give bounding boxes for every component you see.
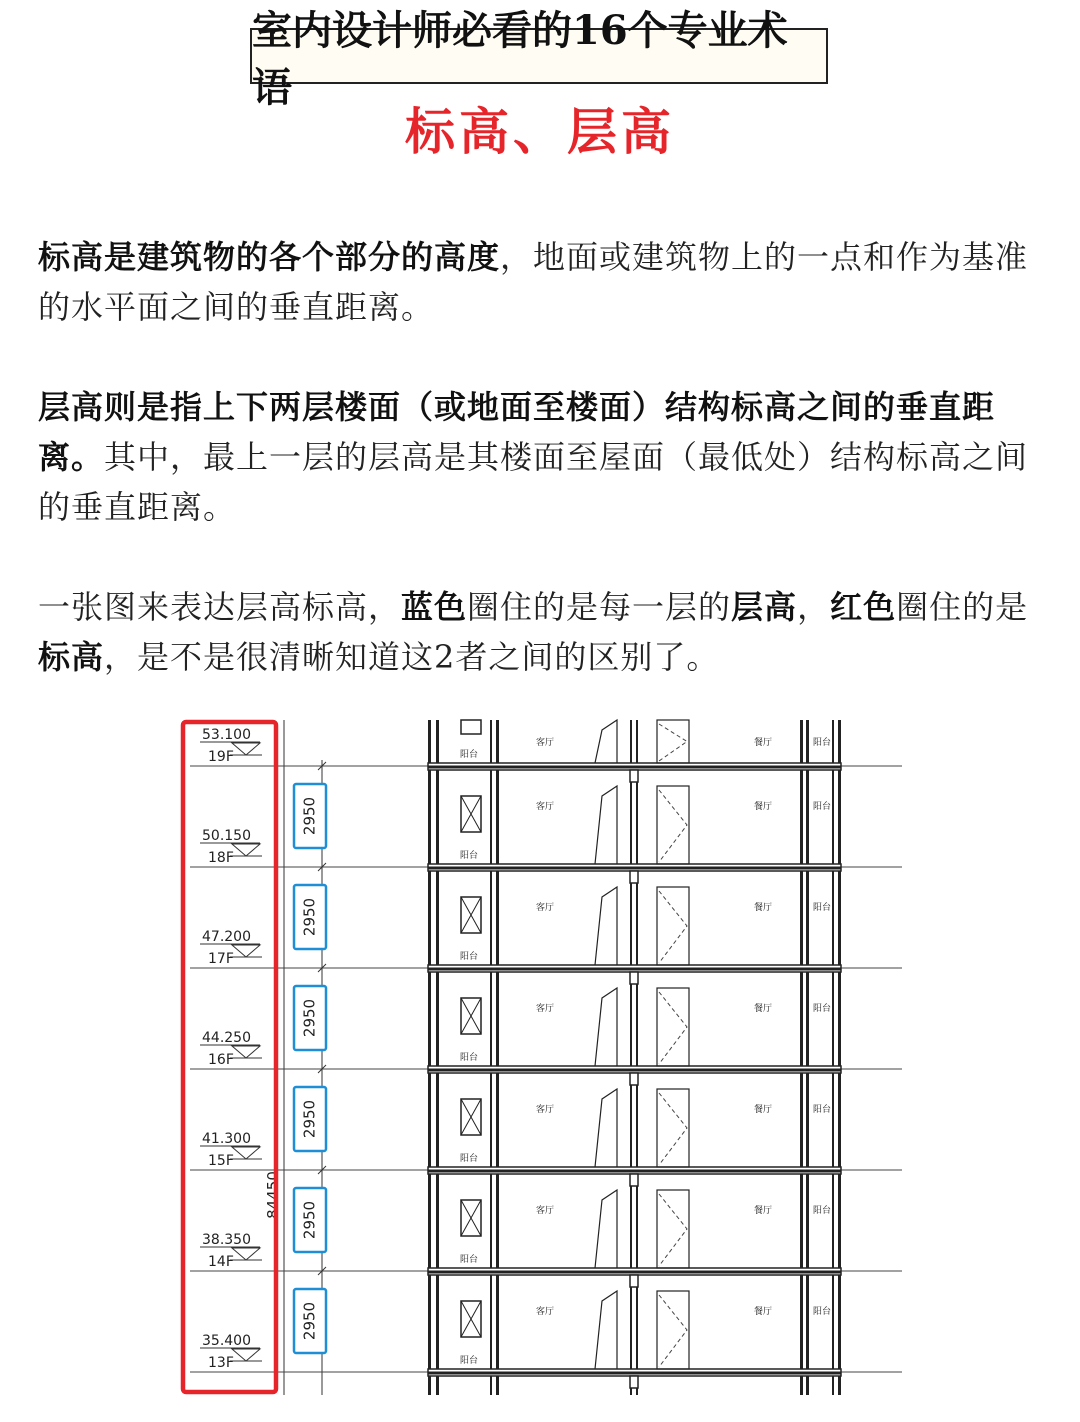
room-label-living-room: 客厅 [536, 903, 555, 913]
paragraph-storey-height-definition [38, 382, 1048, 532]
floor-label: 14F [208, 1254, 234, 1270]
beam-stub [630, 972, 638, 984]
p3-b4: 标高 [38, 638, 105, 676]
door-icon [595, 988, 617, 1066]
elevation-value: 47.200 [202, 929, 251, 945]
wall-line [490, 720, 492, 1395]
room-label-living-room: 客厅 [536, 738, 555, 748]
room-label-balcony: 阳台 [460, 851, 479, 861]
door-swing-icon [659, 992, 687, 1064]
door-icon [595, 720, 617, 763]
p1-bold: 标高是建筑物的各个部分的高度 [38, 238, 501, 276]
section-drawing-svg [170, 715, 910, 1405]
room-label-balcony: 阳台 [460, 750, 479, 760]
elevation-value: 38.350 [202, 1232, 251, 1248]
elevation-marker-icon [232, 1046, 260, 1058]
storey-height-label: 2950 [300, 1200, 319, 1240]
wall-line [832, 720, 834, 1395]
door-icon [595, 786, 617, 864]
elevation-marker-icon [232, 1147, 260, 1159]
floor-label: 15F [208, 1153, 234, 1169]
room-label-balcony: 阳台 [460, 1154, 479, 1164]
elevation-marker-icon [232, 743, 260, 755]
door-frame-icon [657, 1291, 689, 1369]
elevation-marker-icon [232, 844, 260, 856]
storey-height-label: 2950 [300, 796, 319, 836]
p3-t2: 圈住的是每一层的 [467, 588, 732, 626]
paragraph-elevation-definition [38, 232, 1048, 332]
room-label-dining-room: 餐厅 [754, 1206, 773, 1216]
wall-line [838, 720, 841, 1395]
room-label-balcony-right: 阳台 [813, 1206, 832, 1216]
elevation-marker-icon [232, 1349, 260, 1361]
door-swing-icon [659, 1295, 687, 1367]
door-frame-icon [657, 720, 689, 763]
elevation-value: 53.100 [202, 727, 251, 743]
door-swing-icon [659, 724, 687, 761]
door-frame-icon [657, 988, 689, 1066]
floor-label: 16F [208, 1052, 234, 1068]
door-swing-icon [659, 790, 687, 862]
p3-b2: 层高 [731, 588, 798, 626]
door-swing-icon [659, 1093, 687, 1165]
storey-height-label: 2950 [300, 897, 319, 937]
room-label-balcony-right: 阳台 [813, 1004, 832, 1014]
wall-line [436, 720, 439, 1395]
door-icon [595, 1190, 617, 1268]
wall-line [806, 720, 809, 1395]
p3-b1: 蓝色 [401, 588, 468, 626]
section-drawing [170, 715, 910, 1405]
elevation-value: 35.400 [202, 1333, 251, 1349]
room-label-dining-room: 餐厅 [754, 802, 773, 812]
p3-t4: 圈住的是 [896, 588, 1029, 626]
p2-bold: 层高则是指上下两层楼面（或地面至楼面）结构标高之间的垂直距离。 [38, 388, 996, 476]
door-frame-icon [657, 887, 689, 965]
door-swing-icon [659, 1194, 687, 1266]
room-label-balcony: 阳台 [460, 1255, 479, 1265]
elevation-marker-icon [232, 945, 260, 957]
elevation-marker-icon [232, 1248, 260, 1260]
room-label-balcony: 阳台 [460, 952, 479, 962]
floor-label: 17F [208, 951, 234, 967]
beam-stub [630, 1275, 638, 1287]
door-icon [595, 887, 617, 965]
room-label-dining-room: 餐厅 [754, 903, 773, 913]
floor-label: 13F [208, 1355, 234, 1371]
room-label-living-room: 客厅 [536, 1105, 555, 1115]
room-label-dining-room: 餐厅 [754, 1004, 773, 1014]
beam-stub [630, 1174, 638, 1186]
floor-label: 18F [208, 850, 234, 866]
room-label-dining-room: 餐厅 [754, 1105, 773, 1115]
elevation-value: 41.300 [202, 1131, 251, 1147]
room-label-balcony: 阳台 [460, 1356, 479, 1366]
wall-line [630, 720, 632, 1395]
beam-stub [630, 871, 638, 883]
room-label-balcony: 阳台 [460, 1053, 479, 1063]
p3-t1: 一张图来表达层高标高， [38, 588, 402, 626]
door-frame-icon [657, 1190, 689, 1268]
room-label-dining-room: 餐厅 [754, 738, 773, 748]
beam-stub [630, 1376, 638, 1388]
room-label-balcony-right: 阳台 [813, 903, 832, 913]
p3-t5: ，是不是很清晰知道这2者之间的区别了。 [104, 638, 720, 676]
room-label-balcony-right: 阳台 [813, 738, 832, 748]
wall-line [496, 720, 499, 1395]
storey-height-label: 2950 [300, 1099, 319, 1139]
room-label-balcony-right: 阳台 [813, 802, 832, 812]
p3-t3: ， [797, 588, 831, 626]
p3-b3: 红色 [830, 588, 897, 626]
room-label-living-room: 客厅 [536, 1206, 555, 1216]
door-icon [595, 1089, 617, 1167]
page-subtitle: 标高、层高 [405, 102, 675, 161]
room-label-living-room: 客厅 [536, 1004, 555, 1014]
door-frame-icon [657, 1089, 689, 1167]
room-label-living-room: 客厅 [536, 802, 555, 812]
room-label-balcony-right: 阳台 [813, 1105, 832, 1115]
page-title: 室内设计师必看的16个专业术语 [250, 28, 828, 84]
elevation-value: 44.250 [202, 1030, 251, 1046]
room-label-balcony-right: 阳台 [813, 1307, 832, 1317]
beam-stub [630, 1073, 638, 1085]
storey-height-label: 2950 [300, 998, 319, 1038]
room-label-living-room: 客厅 [536, 1307, 555, 1317]
wall-line [800, 720, 803, 1395]
p2-text: 其中，最上一层的层高是其楼面至屋面（最低处）结构标高之间的垂直距离。 [38, 438, 1029, 526]
wall-line [636, 720, 638, 1395]
door-icon [595, 1291, 617, 1369]
room-label-dining-room: 餐厅 [754, 1307, 773, 1317]
wall-line [428, 720, 431, 1395]
beam-stub [630, 770, 638, 782]
paragraph-diagram-explanation [38, 582, 1048, 682]
door-swing-icon [659, 891, 687, 963]
window-icon [461, 720, 481, 734]
p1-text: ，地面或建筑物上的一点和作为基准的水平面之间的垂直距离。 [38, 238, 1029, 326]
door-frame-icon [657, 786, 689, 864]
total-dimension-label: 84450 [264, 1171, 282, 1219]
elevation-value: 50.150 [202, 828, 251, 844]
storey-height-label: 2950 [300, 1301, 319, 1341]
floor-label: 19F [208, 749, 234, 765]
